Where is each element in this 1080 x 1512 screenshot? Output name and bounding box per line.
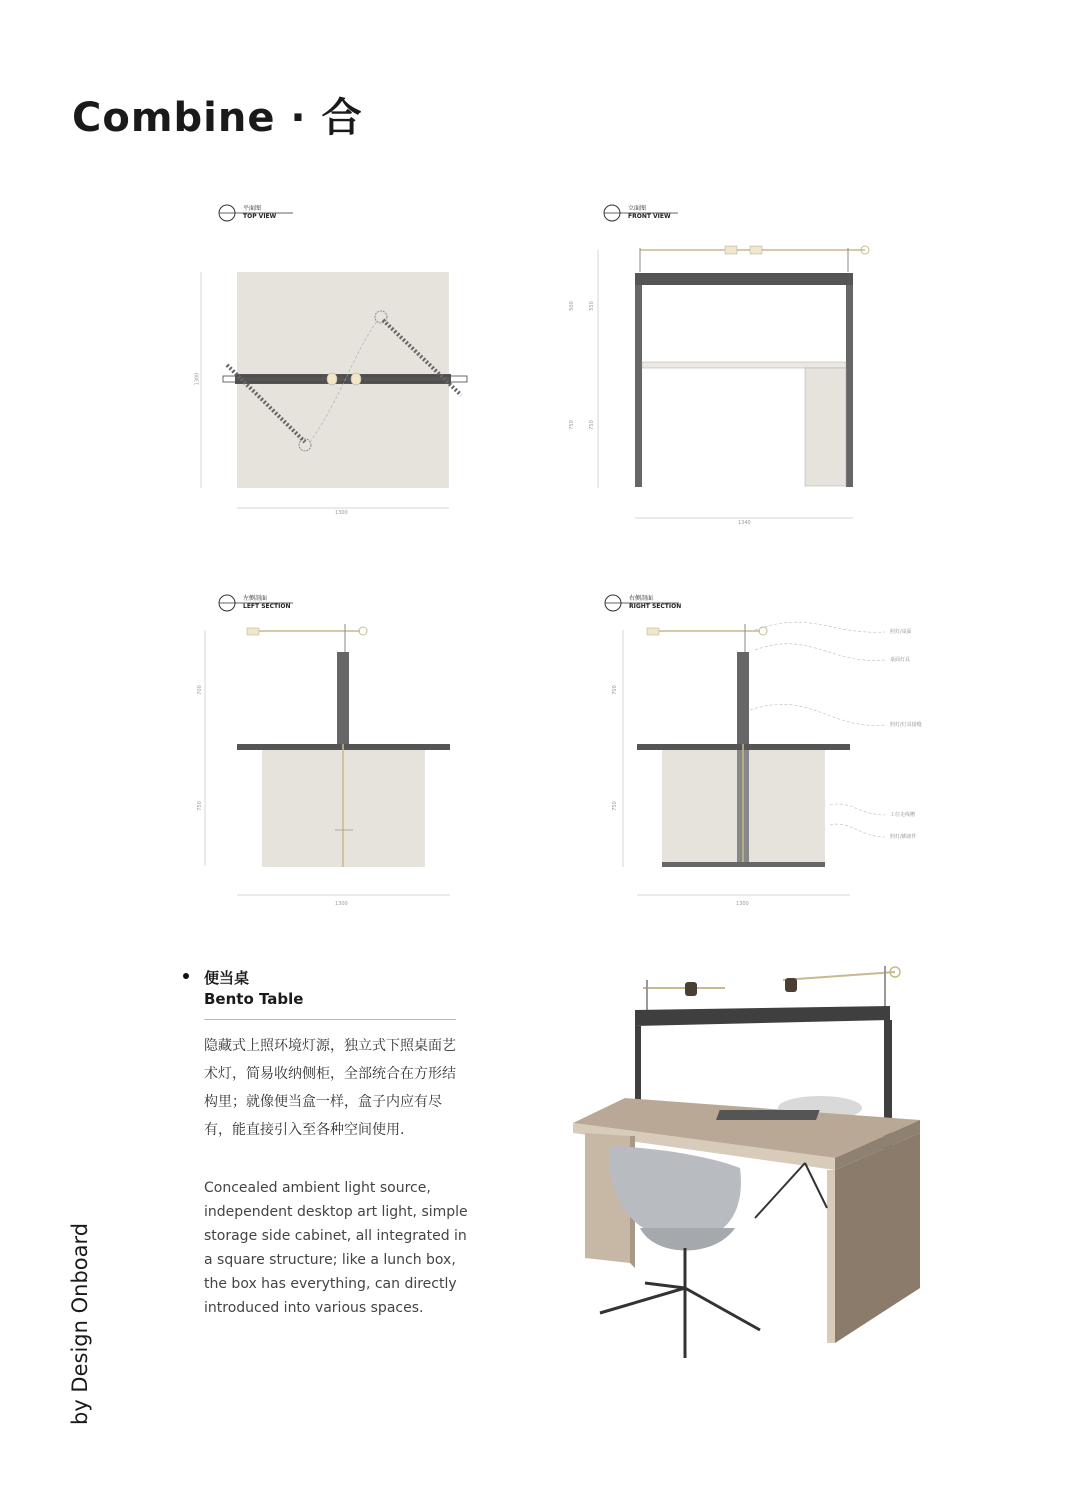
description-cn: 隐藏式上照环境灯源，独立式下照桌面艺术灯，简易收纳侧柜，全部统合在方形结构里；就像便当盒一样，盒子内应有尽有，能直接引入至各种空间使用.: [204, 1038, 456, 1138]
top-view-drawing: [195, 200, 485, 530]
product-name-cn: 便当桌: [204, 969, 250, 987]
left-section-label: 左侧剖面 LEFT SECTION: [243, 595, 291, 610]
description-en: Concealed ambient light source, independent desktop art light, simple storage side cabinet, all integrated in a square structure; like a lunch box, the box has everything, can directly introduced into various spaces.: [204, 1180, 468, 1316]
right-section-drawing: [580, 590, 950, 920]
right-section-label: 右侧剖面 RIGHT SECTION: [629, 595, 682, 610]
page-title: Combine · 合: [72, 95, 363, 141]
desk-illustration: [565, 958, 925, 1368]
annotation-note: 照灯/灯具接缝: [890, 722, 922, 728]
product-name-en: Bento Table: [204, 990, 304, 1008]
front-upper-dim: 500: [568, 301, 575, 311]
top-view-label: 平面图 TOP VIEW: [243, 205, 277, 220]
front-view-label: 立面图 FRONT VIEW: [628, 205, 671, 220]
front-lower-dim: 750: [568, 420, 575, 430]
credit-text: by Design Onboard: [68, 1222, 92, 1425]
right-lower-dim: 750: [611, 801, 618, 811]
right-width-dim: 1300: [736, 901, 749, 907]
left-section-svg: [195, 590, 485, 920]
annotation-note: 照灯/桌面: [890, 629, 912, 635]
product-render-image: [565, 958, 925, 1368]
front-view-drawing: [565, 200, 885, 540]
right-section-svg: [580, 590, 950, 920]
bullet-icon: [183, 973, 189, 979]
divider: [204, 1019, 456, 1020]
right-upper-dim: 700: [611, 685, 618, 695]
front-lower-dim-2: 750: [588, 420, 595, 430]
left-lower-dim: 750: [196, 801, 203, 811]
annotation-note: 工位走线槽: [890, 812, 916, 818]
left-upper-dim: 700: [196, 685, 203, 695]
front-upper-dim-2: 550: [588, 301, 595, 311]
front-width-dim: 1340: [738, 520, 751, 526]
annotation-note: 桌面灯具: [890, 657, 911, 663]
left-section-drawing: [195, 590, 485, 920]
top-width-dim: 1300: [335, 510, 348, 516]
annotation-note: 照灯/插座件: [890, 834, 917, 840]
front-view-svg: [565, 200, 885, 540]
top-view-svg: [195, 200, 485, 530]
top-height-dim: 1300: [194, 372, 201, 386]
left-width-dim: 1300: [335, 901, 348, 907]
